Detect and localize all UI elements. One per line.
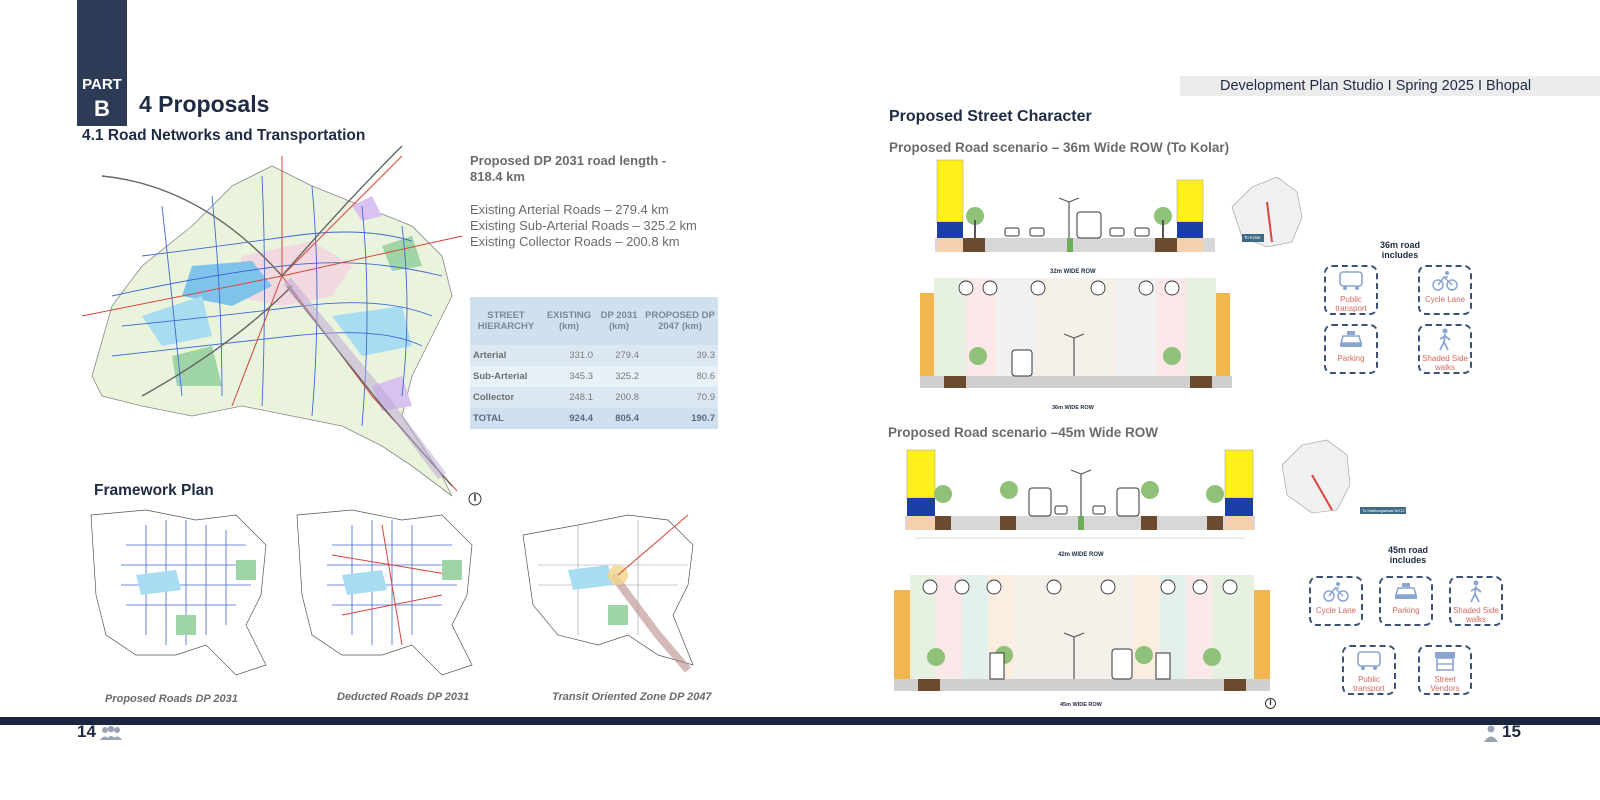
badge-street-vendors [1418, 645, 1472, 695]
table-cell: 39.3 [642, 345, 718, 366]
chapter-title: 4 Proposals [139, 91, 270, 117]
table-cell: 325.2 [596, 366, 642, 387]
walking-icon [1435, 328, 1455, 352]
table-cell: 248.1 [542, 387, 596, 408]
section-36m-diagram [920, 278, 1232, 408]
table-cell: 924.4 [542, 408, 596, 429]
north-arrow-icon [468, 492, 482, 506]
table-cell: 190.7 [642, 408, 718, 429]
studio-header: Development Plan Studio I Spring 2025 I Bhopal [1180, 76, 1600, 96]
car-icon [1393, 581, 1419, 603]
kolar-tag: To Kolar [1244, 235, 1261, 240]
badge-cycle-lane [1418, 265, 1472, 315]
proposed-length-text: Proposed DP 2031 road length - 818.4 km [470, 153, 667, 184]
street-hierarchy-table [470, 297, 718, 429]
person-icon [1484, 725, 1498, 742]
deducted-roads-map [292, 505, 482, 685]
table-header: STREET HIERARCHY [470, 297, 542, 345]
existing-roads-text [470, 202, 697, 250]
badge-label: Parking [1392, 606, 1420, 615]
street-character-title: Proposed Street Character [889, 108, 1092, 125]
table-row [470, 387, 718, 408]
map-caption-transit: Transit Oriented Zone DP 2047 [552, 691, 712, 703]
table-cell: 200.8 [596, 387, 642, 408]
table-header: DP 2031 (km) [596, 297, 642, 345]
badge-label: Public transport [1353, 675, 1385, 693]
badge-public-transport-45 [1342, 645, 1396, 695]
walking-icon [1466, 580, 1486, 604]
existing-collector: Existing Collector Roads – 200.8 km [470, 234, 680, 249]
table-cell: 80.6 [642, 366, 718, 387]
table-cell: Arterial [470, 345, 542, 366]
page-number-right: 15 [1502, 722, 1521, 741]
badge-label: Street Vendors [1430, 675, 1460, 693]
existing-sub-arterial: Existing Sub-Arterial Roads – 325.2 km [470, 218, 697, 233]
includes-36-label: 36m road includes [1379, 240, 1421, 260]
car-icon [1338, 329, 1364, 351]
badge-public-transport [1324, 265, 1378, 315]
label-45m: 45m WIDE ROW [1060, 702, 1102, 708]
part-tab [77, 0, 127, 126]
bicycle-icon [1431, 270, 1459, 292]
framework-title: Framework Plan [94, 482, 214, 499]
bicycle-icon [1322, 581, 1350, 603]
map-caption-proposed: Proposed Roads DP 2031 [105, 693, 238, 705]
badge-label: Shaded Side walks [1422, 354, 1468, 372]
table-cell: 70.9 [642, 387, 718, 408]
section-45m-diagram [894, 575, 1270, 709]
page-number-left: 14 [77, 722, 96, 741]
table-cell: 805.4 [596, 408, 642, 429]
table-row [470, 366, 718, 387]
table-header: PROPOSED DP 2047 (km) [642, 297, 718, 345]
part-label: PART [82, 76, 122, 93]
badge-parking [1324, 324, 1378, 374]
badge-label: Cycle Lane [1424, 295, 1466, 304]
badge-cycle-lane-45 [1309, 576, 1363, 626]
bus-icon [1356, 650, 1382, 672]
proposed-roads-map [86, 505, 276, 685]
bypass-key-map [1272, 435, 1362, 515]
badge-label: Parking [1337, 354, 1365, 363]
part-letter: B [94, 96, 110, 121]
badge-shaded-sidewalks [1418, 324, 1472, 374]
bus-icon [1338, 270, 1364, 292]
badge-shaded-sidewalks-45 [1449, 576, 1503, 626]
table-cell: 279.4 [596, 345, 642, 366]
bypass-tag: To Mathangadwal NH12 [1362, 508, 1405, 513]
badge-parking-45 [1379, 576, 1433, 626]
table-cell: Collector [470, 387, 542, 408]
scenario-36-title: Proposed Road scenario – 36m Wide ROW (To Kolar) [889, 140, 1230, 155]
table-cell: Sub-Arterial [470, 366, 542, 387]
includes-45-label: 45m road includes [1387, 545, 1429, 565]
vendor-stall-icon [1433, 650, 1457, 672]
section-title: 4.1 Road Networks and Transportation [82, 127, 366, 144]
kolar-key-map [1222, 172, 1308, 252]
footer-bar [0, 717, 1600, 725]
table-row [470, 345, 718, 366]
people-group-icon [99, 725, 123, 741]
badge-label: Cycle Lane [1315, 606, 1357, 615]
north-arrow-icon [1265, 698, 1276, 709]
table-header: EXISTING (km) [542, 297, 596, 345]
table-total-row [470, 408, 718, 429]
transit-zone-map [518, 505, 708, 685]
road-network-map [82, 146, 472, 506]
existing-arterial: Existing Arterial Roads – 279.4 km [470, 202, 669, 217]
section-42m-diagram [905, 448, 1255, 548]
scenario-45-title: Proposed Road scenario –45m Wide ROW [888, 425, 1158, 440]
table-cell: 345.3 [542, 366, 596, 387]
map-caption-deducted: Deducted Roads DP 2031 [337, 691, 470, 703]
table-cell: TOTAL [470, 408, 542, 429]
table-header-row [470, 297, 718, 345]
table-cell: 331.0 [542, 345, 596, 366]
badge-label: Shaded Side walks [1453, 606, 1499, 624]
section-32m-diagram [935, 160, 1215, 272]
label-32m: 32m WIDE ROW [1050, 269, 1096, 275]
label-36m: 36m WIDE ROW [1052, 405, 1094, 411]
label-42m: 42m WIDE ROW [1058, 552, 1104, 558]
badge-label: Public transport [1335, 295, 1367, 313]
